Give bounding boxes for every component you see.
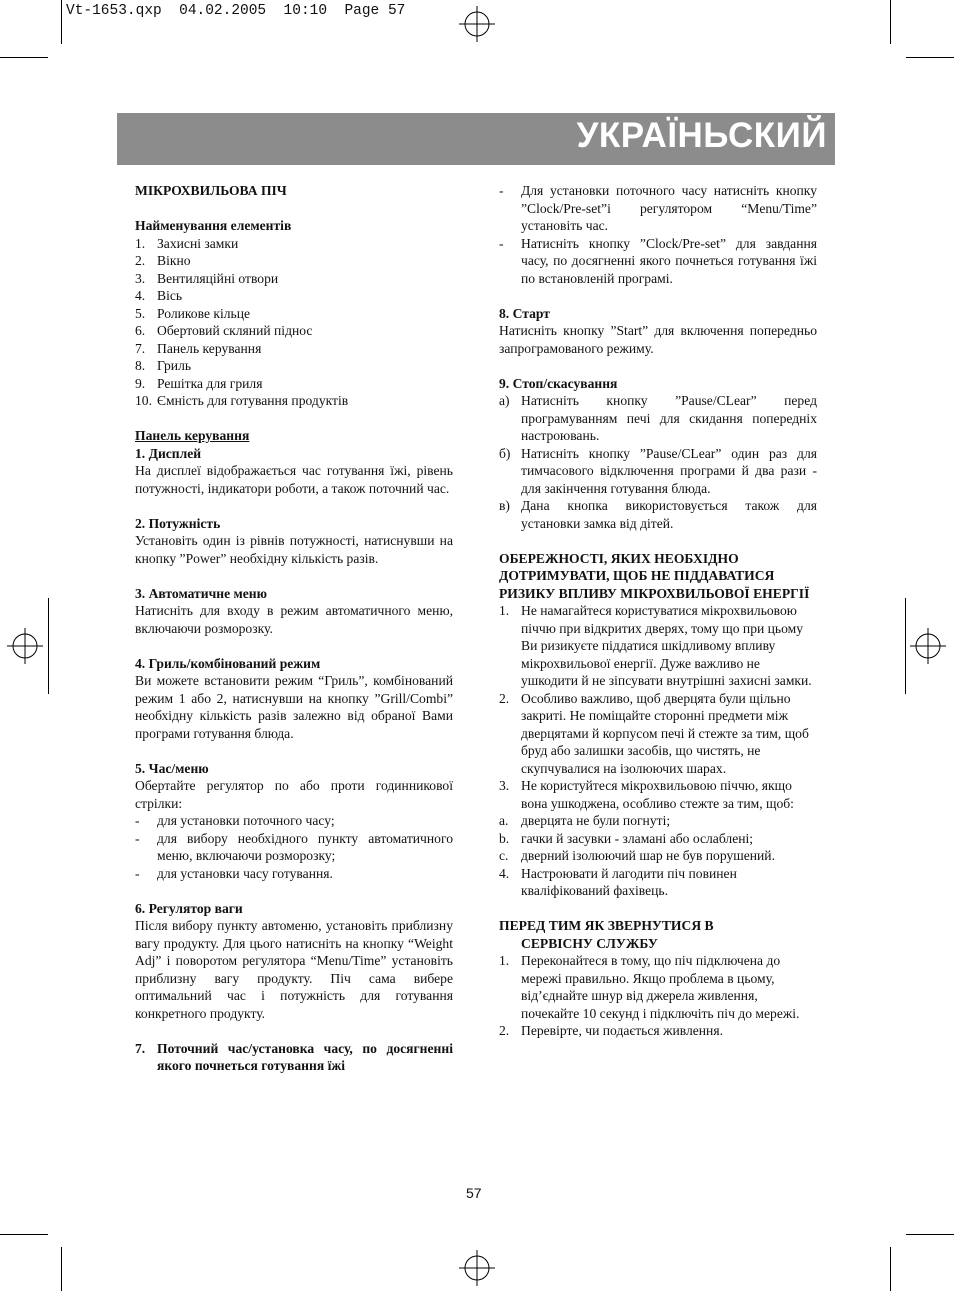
list-item: 2. Особливо важливо, щоб дверцята були щільно закриті. Не поміщайте сторонні предмети між дверцятами й корпусом печі й стежте за тим, щоб бруд або залишки засобів, що чистять, не скупчувалися на ізолюючих шарах.: [499, 690, 809, 776]
list-item: 1. Не намагайтеся користуватися мікрохвильовою піччю при відкритих дверях, тому що при цьому Ви ризикуєте піддатися шкідливому впливу мікрохвильової енергії. Дуже важливо не ушкодити й не зіпсувати внутрішні захисні замки.: [499, 603, 812, 688]
crop-mark: [61, 1247, 62, 1291]
list-item: б) Натисніть кнопку ”Pause/CLear” один раз для тимчасового відключення програми й два рази - для закінчення готування блюда.: [499, 445, 817, 496]
start-heading: 8. Старт: [499, 305, 550, 321]
banner-title: УКРАЇНЬСКИЙ: [576, 116, 827, 155]
crop-mark: [0, 57, 48, 58]
crop-mark: [905, 598, 906, 694]
list-item: 6. Обертовий скляний піднос: [135, 323, 313, 338]
list-item: 2. Перевірте, чи подається живлення.: [499, 1023, 723, 1038]
panel-heading: Панель керування: [135, 428, 250, 443]
list-item: в) Дана кнопка використовується також для установки замка від дітей.: [499, 498, 817, 531]
registration-mark-icon: [910, 628, 946, 664]
service-heading: ПЕРЕД ТИМ ЯК ЗВЕРНУТИСЯ В СЕРВІСНУ СЛУЖБУ: [499, 918, 714, 951]
list-item: 3. Вентиляційні отвори: [135, 270, 279, 286]
display-heading: 1. Дисплей: [135, 445, 202, 461]
elements-heading: Найменування елементів: [135, 218, 292, 233]
list-item: - для установки поточного часу;: [135, 813, 335, 828]
list-item: 1. Захисні замки: [135, 235, 239, 251]
right-column: [499, 182, 817, 1040]
crop-mark: [890, 0, 891, 44]
page-number: 57: [466, 1185, 482, 1201]
list-item: - для вибору необхідного пункту автоматичного меню, включаючи розморозку;: [135, 830, 453, 863]
print-slug: Vt-1653.qxp 04.02.2005 10:10 Page 57: [66, 3, 406, 19]
stop-heading: 9. Стоп/скасування: [499, 375, 618, 391]
list-item: 1. Переконайтеся в тому, що піч підключена до мережі правильно. Якщо проблема в цьому, від’єднайте шнур від джерела живлення, почекайте 10 секунд і підключіть піч до мережі.: [499, 953, 800, 1021]
list-item: 9. Решітка для гриля: [135, 375, 263, 391]
power-text: Установіть один із рівнів потужності, натиснувши на кнопку ”Power” необхідну кількість разів.: [135, 533, 453, 566]
crop-mark: [906, 1234, 954, 1235]
crop-mark: [48, 598, 49, 694]
weight-text: Після вибору пункту автоменю, установіть приблизну вагу продукту. Для цього натисніть на кнопку “Weight Adj” і поворотом регулятора “Menu/Time” установіть приблизну вагу продукту. Піч сама вибере оптимальний час і потужність для готування конкретного продукту.: [135, 918, 453, 1021]
start-text: Натисніть кнопку ”Start” для включення попередньо запрограмованого режиму.: [499, 323, 817, 356]
time-menu-text: Обертайте регулятор по або проти годинникової стрілки:: [135, 778, 453, 811]
registration-mark-icon: [459, 6, 495, 42]
left-column: [135, 182, 453, 1075]
registration-mark-icon: [7, 628, 43, 664]
crop-mark: [906, 57, 954, 58]
list-item: а) Натисніть кнопку ”Pause/CLear” перед програмуванням печі для скидання попередніх настроювань.: [499, 393, 817, 443]
elements-list: [135, 235, 453, 410]
list-item: 7. Панель керування: [135, 340, 262, 356]
grill-text: Ви можете встановити режим “Гриль”, комбінований режим 1 або 2, натиснувши на кнопку ”Grill/Combi” необхідну кількість разів залежно від обраної Вами програми готування блюда.: [135, 673, 453, 741]
auto-menu-text: Натисніть для входу в режим автоматичного меню, включаючи розморозку.: [135, 603, 453, 636]
list-item: a. дверцята не були погнуті;: [499, 813, 671, 828]
list-item: - Натисніть кнопку ”Clock/Pre-set” для завдання часу, по досягненні якого почнеться готування їжі по встановленій програмі.: [499, 235, 817, 286]
auto-menu-heading: 3. Автоматичне меню: [135, 585, 268, 601]
section-title: МІКРОХВИЛЬОВА ПІЧ: [135, 183, 287, 198]
list-item: 3. Не користуйтеся мікрохвильовою піччю, якщо вона ушкоджена, особливо стежте за тим, щоб:: [499, 778, 794, 811]
list-item: b. гачки й засувки - зламані або ослаблені;: [499, 830, 754, 846]
power-heading: 2. Потужність: [135, 515, 221, 531]
list-item: - Для установки поточного часу натисніть кнопку ”Clock/Pre-set”і регулятором “Menu/Time” установіть час.: [499, 183, 817, 233]
list-item: 2. Вікно: [135, 253, 191, 268]
list-item: 5. Роликове кільце: [135, 305, 251, 321]
crop-mark: [890, 1247, 891, 1291]
list-item: - для установки часу готування.: [135, 865, 333, 881]
list-item: c. дверний ізолюючий шар не був порушений.: [499, 848, 775, 863]
list-item: 10. Ємність для готування продуктів: [135, 393, 349, 408]
grill-heading: 4. Гриль/комбінований режим: [135, 655, 321, 671]
weight-heading: 6. Регулятор ваги: [135, 900, 243, 916]
display-text: На дисплеї відображається час готування їжі, рівень потужності, індикатори роботи, а також поточний час.: [135, 463, 453, 496]
list-item: 4. Настроювати й лагодити піч повинен кваліфікований фахівець.: [499, 865, 737, 898]
list-item: 8. Гриль: [135, 358, 192, 373]
clock-heading: 7. Поточний час/установка часу, по досягненні якого почнеться готування їжі: [135, 1040, 453, 1073]
list-item: 4. Вісь: [135, 288, 183, 303]
caution-heading: ОБЕРЕЖНОСТІ, ЯКИХ НЕОБХІДНО ДОТРИМУВАТИ, ЩОБ НЕ ПІДДАВАТИСЯ РИЗИКУ ВПЛИВУ МІКРОХВИЛЬОВОЇ ЕНЕРГІЇ: [499, 550, 810, 601]
language-banner: [117, 113, 835, 165]
time-menu-heading: 5. Час/меню: [135, 760, 209, 776]
crop-mark: [61, 0, 62, 44]
crop-mark: [0, 1234, 48, 1235]
registration-mark-icon: [459, 1250, 495, 1286]
